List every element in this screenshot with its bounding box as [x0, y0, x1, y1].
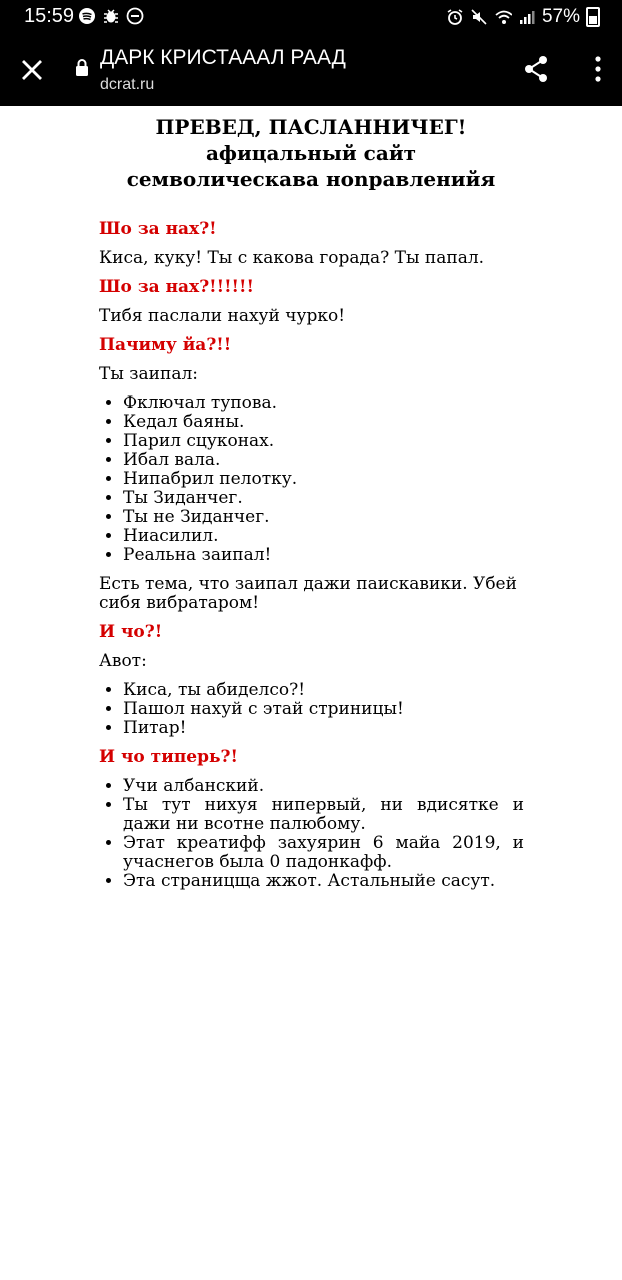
lock-icon	[74, 58, 90, 78]
header-line-3: семволическава нonpaвлeнийя	[126, 167, 496, 191]
battery-percent: 57%	[541, 6, 580, 27]
list-item: • Ты Зиданчег.	[123, 489, 524, 508]
list-item: • Ты не Зиданчег.	[123, 508, 524, 527]
wifi-icon	[494, 8, 512, 26]
reasons-list	[99, 394, 524, 565]
header-line-2: афицальный сайт	[205, 141, 417, 165]
close-button[interactable]	[18, 56, 46, 84]
header-line-1: ПРЕВЕД, ПАСЛАННИЧЕГ!	[155, 115, 467, 139]
do-not-disturb-icon	[126, 7, 144, 25]
section-text: Авот:	[99, 651, 147, 671]
list-item: • Реальна заипал!	[123, 546, 524, 565]
list-item: • Питар!	[123, 719, 524, 738]
list-item: • Нипабрил пелотку.	[123, 470, 524, 489]
page-title: ДАРК КРИСТАААЛ РААД	[100, 46, 346, 69]
page-url: dcrat.ru	[100, 76, 155, 93]
list-item: • Парил сцуконах.	[123, 432, 524, 451]
list-item: • Ниасилил.	[123, 527, 524, 546]
close-icon	[18, 56, 46, 84]
section-heading: Шо за нах?!!!!!!	[99, 277, 254, 297]
list-item: • Фключал тупова.	[123, 394, 524, 413]
list-item: • Киса, ты абиделсо?!	[123, 681, 524, 700]
battery-icon	[586, 7, 600, 27]
section-text: Тибя паслали нахуй чурко!	[99, 306, 346, 326]
answers-list	[99, 681, 524, 738]
main-article	[99, 220, 524, 901]
more-vert-icon	[592, 54, 604, 84]
share-button[interactable]	[522, 54, 550, 84]
list-item: • Учи албанский.	[123, 777, 524, 796]
section-text: Киса, куку! Ты с какова горада? Ты папал.	[99, 248, 485, 268]
status-bar	[0, 0, 622, 34]
alarm-icon	[446, 8, 464, 26]
section-heading: Шо за нах?!	[99, 219, 217, 239]
section-heading: И чо типерь?!	[99, 747, 238, 767]
list-item: • Пашол нахуй с этай стриницы!	[123, 700, 524, 719]
signal-icon	[518, 8, 536, 26]
section-text: Есть тема, что заипал дажи паискавики. Убей сибя вибратаром!	[99, 574, 517, 613]
status-time: 15:59	[24, 5, 75, 27]
bug-icon	[102, 7, 120, 25]
list-item: • Эта страницща жжот. Астальныйе сасут.	[123, 872, 524, 891]
list-item: • Ибал вала.	[123, 451, 524, 470]
list-item: • Кедал баяны.	[123, 413, 524, 432]
section-text: Ты заипал:	[99, 364, 199, 384]
list-item: • Ты тут нихуя нипервый, ни вдисятке и дажи ни всотне палюбому.	[123, 796, 524, 834]
page-content	[0, 106, 622, 891]
custom-tab-toolbar	[0, 34, 622, 106]
section-heading: И чо?!	[99, 622, 163, 642]
advice-list	[99, 777, 524, 891]
more-options-button[interactable]	[592, 54, 604, 84]
share-icon	[522, 54, 550, 84]
spotify-icon	[78, 7, 96, 25]
mute-icon	[470, 8, 488, 26]
list-item: • Этат креатифф захуярин 6 майа 2019, и учаснегов была 0 падонкафф.	[123, 834, 524, 872]
section-heading: Пачиму йа?!!	[99, 335, 232, 355]
page-header	[0, 114, 622, 192]
